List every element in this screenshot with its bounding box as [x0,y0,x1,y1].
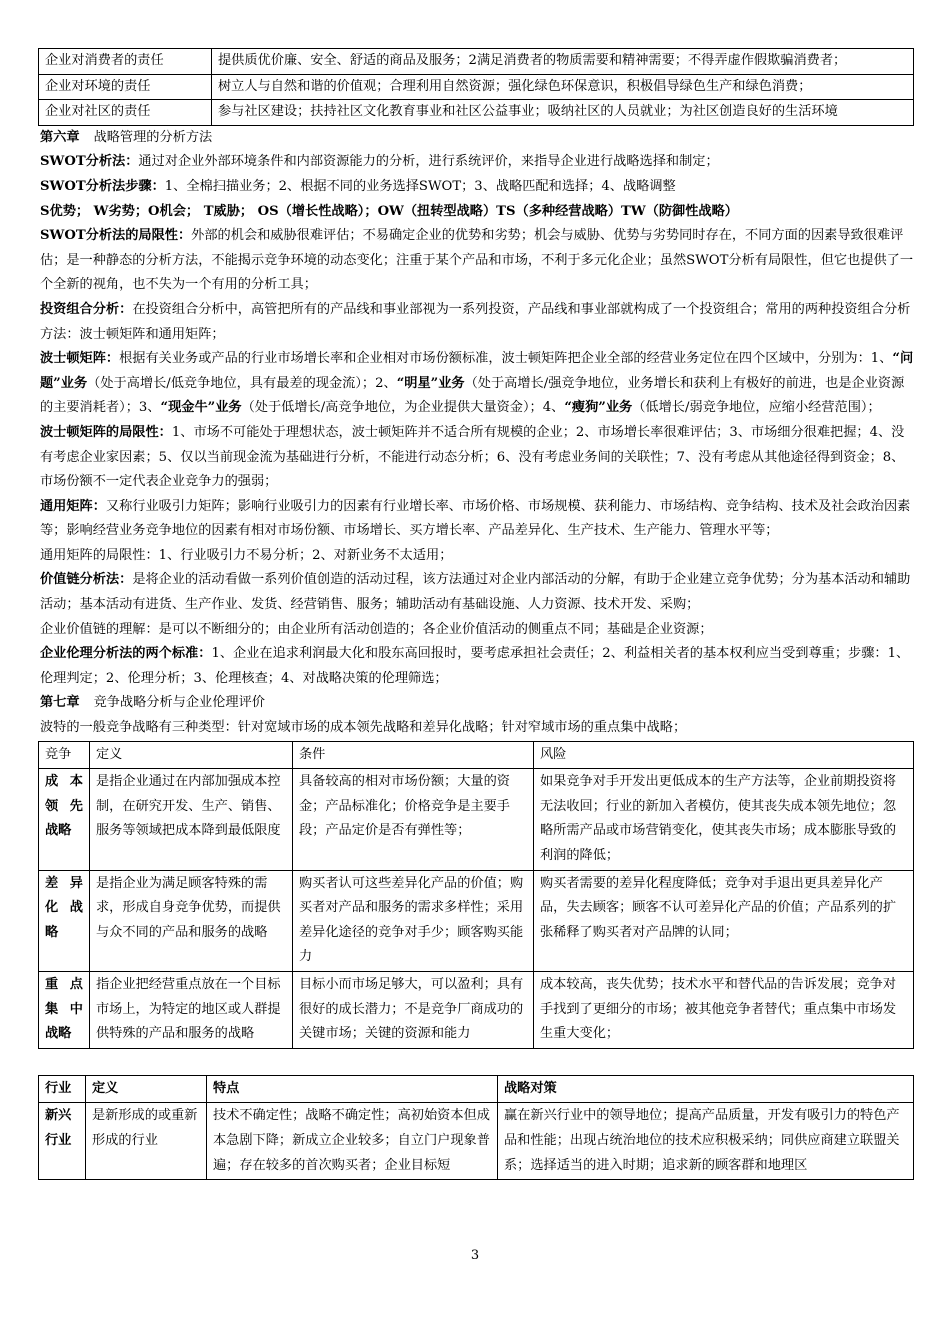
table-cell: 重点集中战略 [39,971,90,1048]
chapter-number: 第六章 [40,129,80,145]
industry-table [38,1075,914,1180]
paragraph-text: 又称行业吸引力矩阵；影响行业吸引力的因素有行业增长率、市场价格、市场规模、获利能力、市场结构、竞争结构、技术及社会政治因素等；影响经营业务竞争地位的因素有相对市场份额、市场增长、买方增长率、产品差异化、生产技术、生产能力、管理水平等； [40,498,911,539]
term: 企业伦理分析法的两个标准： [40,646,212,662]
strategy-table [38,741,914,1049]
term: “明星”业务 [396,375,465,391]
paragraph [38,175,914,200]
table-cell: 技术不确定性；战略不确定性；高初始资本但成本急剧下降；新成立企业较多；自立门户现象普遍；存在较多的首次购买者；企业目标短 [207,1103,498,1180]
chapter-heading [38,126,914,151]
table-header-cell: 行业 [39,1075,86,1103]
table-cell: 企业对消费者的责任 [39,49,212,75]
paragraph: 通用矩阵的局限性：1、行业吸引力不易分析；2、对新业务不太适用； [40,547,453,563]
table-cell: 赢在新兴行业中的领导地位；提高产品质量，开发有吸引力的特色产品和性能；出现占统治地位的技术应积极采纳；同供应商建立联盟关系；选择适当的进入时期；追求新的顾客群和地理区 [498,1103,914,1180]
table-header-cell: 战略对策 [498,1075,914,1103]
paragraph [38,224,914,298]
paragraph-text: 1、全棉扫描业务；2、根据不同的业务选择SWOT；3、战略匹配和选择；4、战略调整 [164,178,676,194]
paragraph: 波特的一般竞争战略有三种类型：针对宽域市场的成本领先战略和差异化战略；针对窄域市场的重点集中战略； [40,720,687,736]
paragraph-text: 根据有关业务或产品的行业市场增长率和企业相对市场份额标准，波士顿矩阵把企业全部的经营业务定位在四个区域中，分别为：1、 [119,351,893,367]
table-cell: 指企业把经营重点放在一个目标市场上，为特定的地区或人群提供特殊的产品和服务的战略 [90,971,293,1048]
paragraph-text: 是将企业的活动看做一系列价值创造的活动过程，该方法通过对企业内部活动的分解，有助于企业建立竞争优势；分为基本活动和辅助活动；基本活动有进货、生产作业、发货、经营销售、服务；辅助活动有基础设施、人力资源、技术开发、采购； [40,572,911,613]
term: SWOT分析法步骤： [40,178,165,194]
chapter-title: 战略管理的分析方法 [93,129,213,145]
responsibility-table [38,48,914,126]
table-cell: 差异化战略 [39,870,90,971]
paragraph-text: 外部的机会和威胁很难评估；不易确定企业的优势和劣势；机会与威胁、优势与劣势同时存在，不同方面的因素导致很难评估；是一种静态的分析方法，不能揭示竞争环境的动态变化；注重于某个产品和市场，不利于多元化企业；虽然SWOT分析有局限性，但它也提供了一个全新的视角，也不失为一个有用的分析工具； [40,228,914,293]
table-cell: 参与社区建设；扶持社区文化教育事业和社区公益事业；吸纳社区的人员就业；为社区创造良好的生活环境 [212,100,914,126]
term: 波士顿矩阵： [40,351,120,367]
paragraph: S优势； W劣势；O机会； T威胁； OS（增长性战略）；OW（扭转型战略）TS（多种经营战略）TW（防御性战略） [40,203,738,219]
term: “瘦狗”业务 [564,400,633,416]
table-cell: 树立人与自然和谐的价值观；合理利用自然资源；强化绿色环保意识，积极倡导绿色生产和绿色消费； [212,74,914,100]
paragraph-text: （低增长/弱竞争地位，应缩小经营范围）； [632,400,881,416]
table-header-cell: 竞争 [39,741,90,769]
term: SWOT分析法的局限性： [40,228,192,244]
table-cell: 新兴行业 [39,1103,86,1180]
paragraph-text: 在投资组合分析中，高管把所有的产品线和事业部视为一系列投资，产品线和事业部就构成了一个投资组合；常用的两种投资组合分析方法：波士顿矩阵和通用矩阵； [40,301,911,342]
page-number: 3 [470,1248,480,1263]
chapter-heading [38,691,914,716]
table-row [39,100,914,126]
table-row [39,870,914,971]
paragraph [38,421,914,495]
paragraph-text: 1、市场不可能处于理想状态，波士顿矩阵并不适合所有规模的企业；2、市场增长率很难评估；3、市场细分很难把握；4、没有考虑企业家因素；5、仅以当前现金流为基础进行分析，不能进行动态分析；6、没有考虑业务间的关联性；7、没有考虑从其他途径得到资金；8、市场份额不一定代表企业竞争力的强弱； [40,424,905,490]
table-cell: 企业对环境的责任 [39,74,212,100]
paragraph [38,495,914,544]
table-header-row [39,1075,914,1103]
paragraph: 企业价值链的理解：是可以不断细分的；由企业所有活动创造的；各企业价值活动的侧重点不同；基础是企业资源； [40,621,713,637]
term: 波士顿矩阵的局限性： [40,424,172,440]
paragraph [38,298,914,347]
table-cell: 是指企业通过在内部加强成本控制，在研究开发、生产、销售、服务等领域把成本降到最低限度 [90,769,293,870]
table-cell: 企业对社区的责任 [39,100,212,126]
paragraph [38,150,914,175]
table-cell: 购买者认可这些差异化产品的价值；购买者对产品和服务的需求多样性；采用差异化途径的竞争对手少；顾客购买能力 [293,870,534,971]
table-row [39,971,914,1048]
table-cell: 购买者需要的差异化程度降低；竞争对手退出更具差异化产品，失去顾客；顾客不认可差异化产品的价值；产品系列的扩张稀释了购买者对产品牌的认同； [534,870,914,971]
paragraph-text: （处于低增长/高竞争地位，为企业提供大量资金）；4、 [241,400,565,416]
chapter-number: 第七章 [40,695,80,711]
paragraph-text: 通过对企业外部环境条件和内部资源能力的分析，进行系统评价，来指导企业进行战略选择和制定； [138,154,719,170]
term: 投资组合分析： [40,301,133,317]
paragraph-text: （处于高增长/强竞争地位，业务增长和获利上有极好的前进，也是企业资源的主要消耗者）；3、 [40,375,905,416]
table-cell: 目标小而市场足够大，可以盈利；具有很好的成长潜力；不是竞争厂商成功的关键市场；关键的资源和能力 [293,971,534,1048]
table-header-cell: 定义 [90,741,293,769]
term: 通用矩阵： [40,498,106,514]
table-cell: 如果竞争对手开发出更低成本的生产方法等，企业前期投资将无法收回；行业的新加入者模仿，使其丧失成本领先地位；忽略所需产品或市场营销变化，使其丧失市场；成本膨胀导致的利润的降低； [534,769,914,870]
table-row [39,1103,914,1180]
document-page [38,48,914,1180]
paragraph [38,642,914,691]
table-row [39,49,914,75]
table-header-cell: 特点 [207,1075,498,1103]
table-header-cell: 条件 [293,741,534,769]
term: SWOT分析法： [40,154,139,170]
table-row [39,74,914,100]
table-header-row [39,741,914,769]
paragraph [38,568,914,617]
term: “现金牛”业务 [160,400,242,416]
table-cell: 具备较高的相对市场份额；大量的资金；产品标准化；价格竞争是主要手段；产品定价是否有弹性等； [293,769,534,870]
table-row [39,769,914,870]
table-header-cell: 风险 [534,741,914,769]
table-cell: 成本较高，丧失优势；技术水平和替代品的告诉发展；竞争对手找到了更细分的市场；被其他竞争者替代；重点集中市场发生重大变化； [534,971,914,1048]
table-cell: 提供质优价廉、安全、舒适的商品及服务；2满足消费者的物质需要和精神需要；不得弄虚作假欺骗消费者； [212,49,914,75]
term: “问题”业务 [40,351,914,391]
paragraph-text: 1、企业在追求利润最大化和股东高回报时，要考虑承担社会责任；2、利益相关者的基本权利应当受到尊重；步骤：1、伦理判定；2、伦理分析；3、伦理核查；4、对战略决策的伦理筛选； [40,646,910,686]
table-cell: 成本领先战略 [39,769,90,870]
paragraph [38,347,914,421]
table-cell: 是指企业为满足顾客特殊的需求，形成自身竞争优势，而提供与众不同的产品和服务的战略 [90,870,293,971]
paragraph-text: （处于高增长/低竞争地位，具有最差的现金流）；2、 [87,375,397,391]
table-header-cell: 定义 [86,1075,207,1103]
chapter-title: 竞争战略分析与企业伦理评价 [93,695,265,711]
table-cell: 是新形成的或重新形成的行业 [86,1103,207,1180]
term: 价值链分析法： [40,572,133,588]
